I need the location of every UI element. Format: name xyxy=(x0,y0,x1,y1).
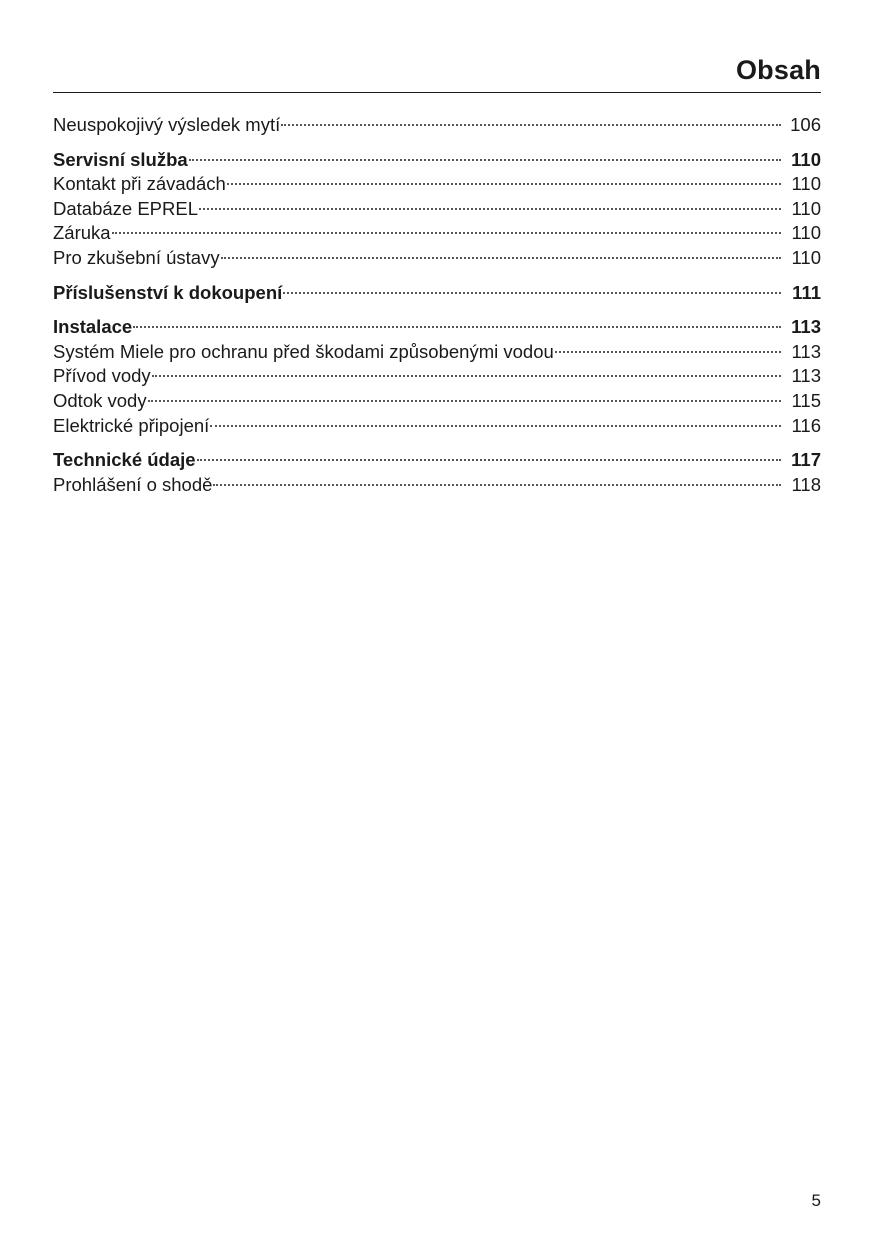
toc-entry-label: Databáze EPREL xyxy=(53,197,199,219)
dot-leader xyxy=(152,375,781,377)
toc-entry-fault-contact[interactable] xyxy=(53,172,821,197)
page-number: 5 xyxy=(811,1191,821,1210)
dot-leader xyxy=(227,183,781,185)
toc-entry-water-protection[interactable] xyxy=(53,340,821,365)
dot-leader xyxy=(221,257,781,259)
toc-entry-label: Přívod vody xyxy=(53,365,151,387)
toc-group-washing-results xyxy=(53,113,821,138)
toc-section-label: Servisní služba xyxy=(53,148,188,170)
dot-leader xyxy=(210,425,781,427)
toc-entry-page: 115 xyxy=(791,389,821,411)
dot-leader xyxy=(112,232,781,234)
toc-section-page: 111 xyxy=(792,281,821,303)
toc-section-service[interactable] xyxy=(53,148,821,173)
toc-section-label: Instalace xyxy=(53,316,133,338)
toc-entry-label: Elektrické připojení xyxy=(53,414,210,436)
toc-entry-warranty[interactable] xyxy=(53,221,821,246)
toc-entry-washing-results[interactable] xyxy=(53,113,821,138)
toc-entry-label: Neuspokojivý výsledek mytí xyxy=(53,114,281,135)
toc-section-installation[interactable] xyxy=(53,315,821,340)
toc-entry-label: Prohlášení o shodě xyxy=(53,473,213,495)
toc-group-technical-data xyxy=(53,448,821,497)
toc-entry-water-inlet[interactable] xyxy=(53,364,821,389)
dot-leader xyxy=(148,400,781,402)
toc-entry-page: 116 xyxy=(791,414,821,436)
toc-entry-water-drain[interactable] xyxy=(53,389,821,414)
toc-entry-eprel[interactable] xyxy=(53,197,821,222)
dot-leader xyxy=(189,159,781,161)
dot-leader xyxy=(213,484,781,486)
toc-entry-electrical[interactable] xyxy=(53,414,821,439)
table-of-contents xyxy=(53,113,821,507)
toc-entry-label: Systém Miele pro ochranu před škodami způsobenými vodou xyxy=(53,340,554,362)
toc-entry-test-institutes[interactable] xyxy=(53,246,821,271)
dot-leader xyxy=(281,124,781,126)
toc-section-label: Technické údaje xyxy=(53,449,196,471)
toc-group-accessories xyxy=(53,281,821,306)
toc-entry-label: Kontakt při závadách xyxy=(53,173,226,195)
toc-entry-declaration-conformity[interactable] xyxy=(53,473,821,498)
dot-leader xyxy=(555,351,781,353)
dot-leader xyxy=(199,208,781,210)
toc-section-page: 110 xyxy=(791,148,821,170)
toc-entry-page: 110 xyxy=(791,197,821,219)
dot-leader xyxy=(283,292,781,294)
page-title: Obsah xyxy=(735,55,821,85)
page-header xyxy=(53,50,821,93)
toc-section-accessories[interactable] xyxy=(53,281,821,306)
toc-entry-label: Pro zkušební ústavy xyxy=(53,246,220,268)
toc-entry-page: 110 xyxy=(791,246,821,268)
toc-entry-page: 110 xyxy=(791,222,821,244)
toc-section-label: Příslušenství k dokoupení xyxy=(53,281,283,303)
toc-entry-page: 110 xyxy=(791,173,821,195)
toc-entry-page: 113 xyxy=(791,340,821,362)
toc-entry-label: Odtok vody xyxy=(53,389,147,411)
dot-leader xyxy=(133,326,781,328)
toc-group-installation xyxy=(53,315,821,438)
toc-section-page: 113 xyxy=(791,316,821,338)
toc-section-page: 117 xyxy=(791,449,821,471)
dot-leader xyxy=(197,459,781,461)
toc-entry-page: 118 xyxy=(791,473,821,495)
toc-entry-page: 106 xyxy=(790,114,821,135)
toc-section-technical-data[interactable] xyxy=(53,448,821,473)
toc-group-service xyxy=(53,148,821,271)
toc-entry-label: Záruka xyxy=(53,222,111,244)
toc-entry-page: 113 xyxy=(791,365,821,387)
